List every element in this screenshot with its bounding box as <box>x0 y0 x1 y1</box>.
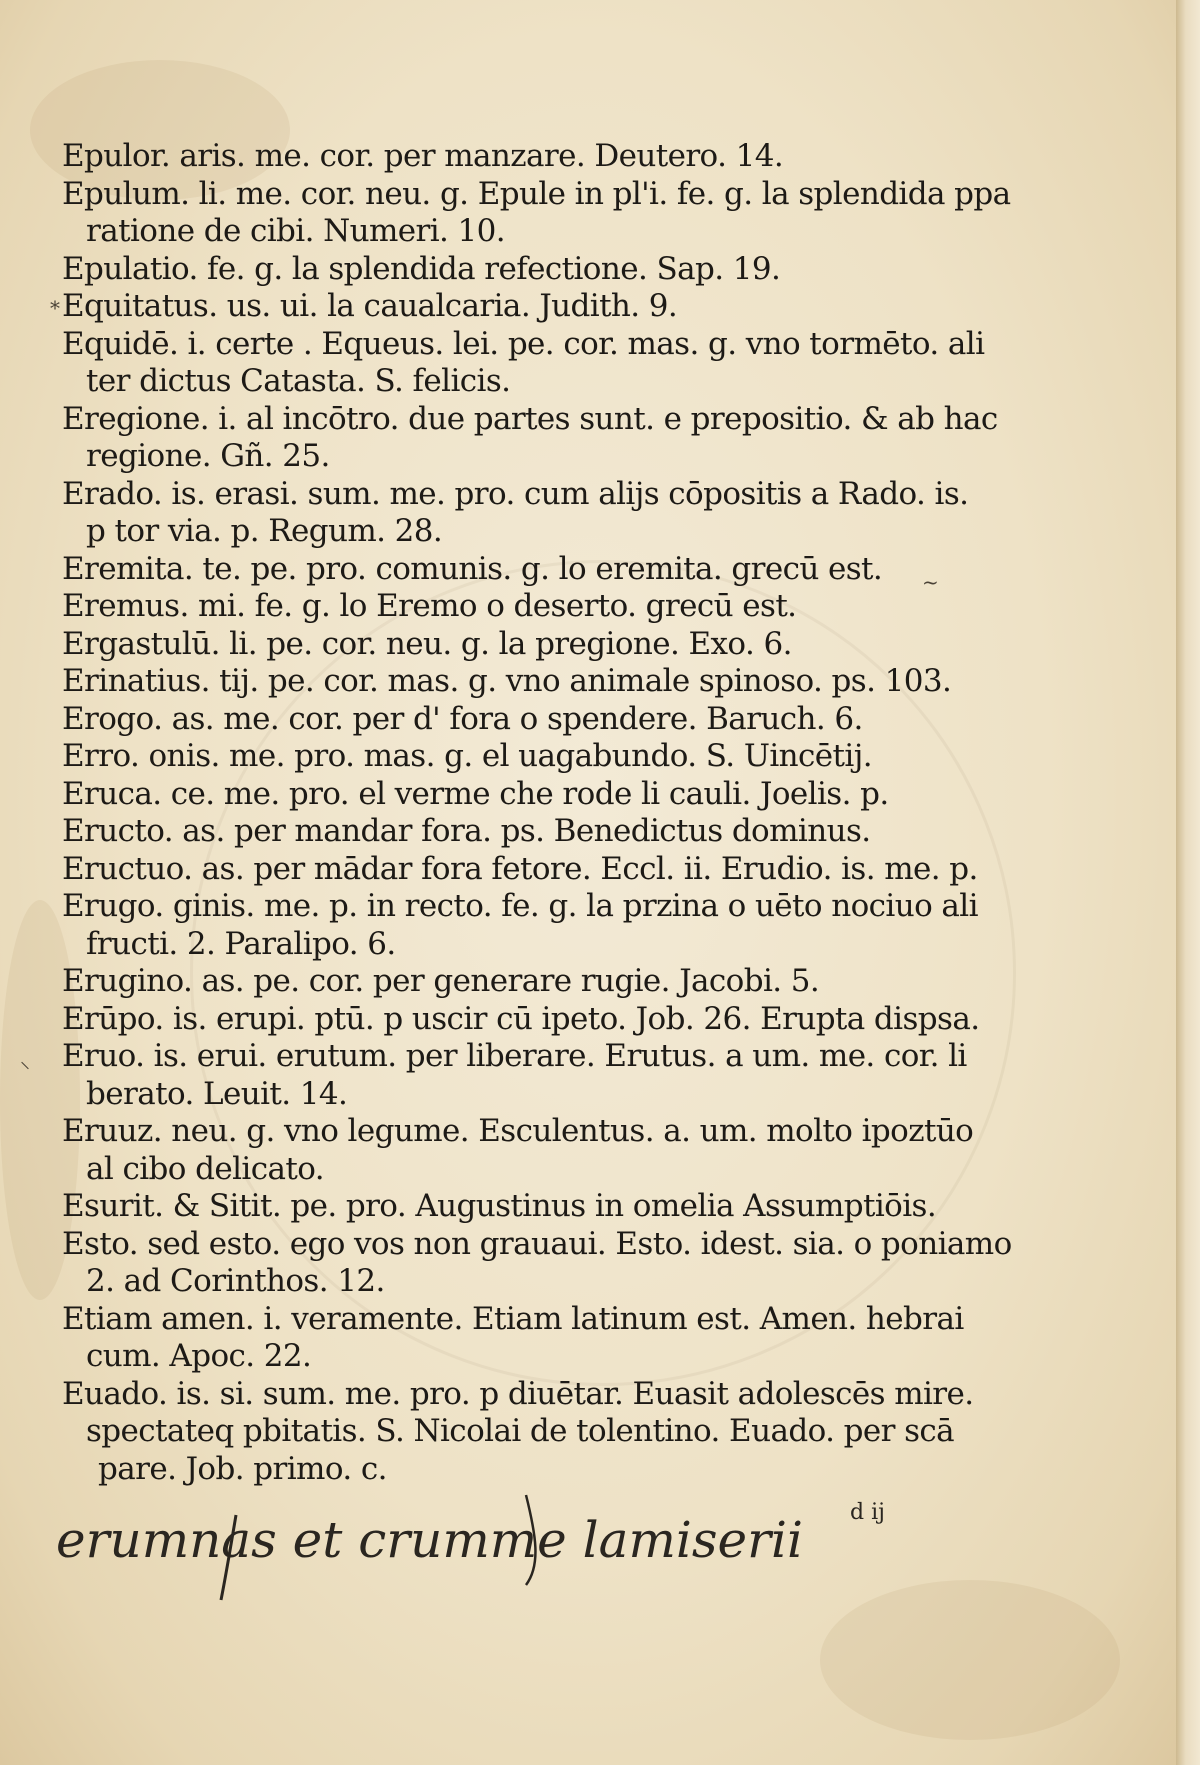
entry-headword-line: Eruca. ce. me. pro. el verme che rode li cauli. Joelis. p. <box>62 775 889 812</box>
margin-pointer-mark: ⸌ <box>20 1057 30 1081</box>
glossary-entry <box>62 850 978 889</box>
entry-headword-line: Erugo. ginis. me. p. in recto. fe. g. la przina o uēto nociuo ali <box>62 888 978 924</box>
glossary-entry <box>62 1225 1012 1301</box>
glossary-entry <box>62 551 962 589</box>
glossary-entry <box>62 138 962 176</box>
entry-headword-line: Erinatius. tij. pe. cor. mas. g. vno animale spinoso. ps. 103. <box>62 663 952 699</box>
glossary-entry <box>62 175 1011 251</box>
glossary-entry <box>62 888 978 963</box>
entry-headword-line: Erogo. as. me. cor. per d' fora o spendere. Baruch. 6. <box>62 700 863 737</box>
glossary-entry <box>62 963 962 1001</box>
entry-continuation-line: ratione de cibi. Numeri. 10. <box>86 213 506 249</box>
signature-text: erumnas et crumme lamiserii <box>56 1511 803 1569</box>
entry-headword-line: Etiam amen. i. veramente. Etiam latinum est. Amen. hebrai <box>62 1300 964 1337</box>
glossary-entry <box>62 588 962 626</box>
glossary-entry <box>62 1000 980 1039</box>
entry-headword-line: Euado. is. si. sum. me. pro. p diuētar. Euasit adolescēs mire. <box>62 1375 974 1412</box>
glossary-entry <box>62 738 962 776</box>
glossary-entry <box>62 701 962 739</box>
glossary-entry <box>62 776 962 814</box>
entry-continuation-line: fructi. 2. Paralipo. 6. <box>86 925 396 962</box>
entry-continuation-line: p tor via. p. Regum. 28. <box>86 513 443 549</box>
entry-headword-line: Eructuo. as. per mādar fora fetore. Eccl. ii. Erudio. is. me. p. <box>62 850 978 887</box>
entry-continuation-line: 2. ad Corinthos. 12. <box>86 1263 385 1299</box>
entry-headword-line: Eructo. as. per mandar fora. ps. Benedictus dominus. <box>62 813 871 849</box>
entry-headword-line: Eremus. mi. fe. g. lo Eremo o deserto. grecū est. <box>62 588 797 624</box>
glossary-entry <box>62 626 962 664</box>
glossary-entry <box>62 400 998 476</box>
glossary-entry <box>62 475 969 551</box>
entry-headword-line: Equitatus. us. ui. la caualcaria. Judith. 9. <box>62 288 678 324</box>
entry-headword-line: Eremita. te. pe. pro. comunis. g. lo eremita. grecū est. <box>62 550 883 587</box>
entry-headword-line: Epulatio. fe. g. la splendida refectione. Sap. 19. <box>62 250 781 287</box>
entry-headword-line: Eruuz. neu. g. vno legume. Esculentus. a. um. molto ipoztūo <box>62 1113 974 1149</box>
entry-continuation-line: pare. Job. primo. c. <box>98 1450 387 1487</box>
glossary-entry <box>62 1038 967 1113</box>
glossary-entry <box>62 1301 962 1376</box>
glossary-entry <box>62 325 985 401</box>
signature-mark: d ij <box>850 1500 885 1525</box>
entry-headword-line: Eruo. is. erui. erutum. per liberare. Erutus. a um. me. cor. li <box>62 1038 967 1074</box>
entry-continuation-line: ter dictus Catasta. S. felicis. <box>86 363 511 399</box>
entry-headword-line: Erūpo. is. erupi. ptū. p uscir cū ipeto. Job. 26. Erupta dispsa. <box>62 1000 980 1037</box>
glossary-entry <box>62 1375 974 1489</box>
entry-headword-line: Erado. is. erasi. sum. me. pro. cum alijs cōpositis a Rado. is. <box>62 475 969 512</box>
entry-continuation-line: cum. Apoc. 22. <box>86 1338 312 1374</box>
entry-headword-line: Erro. onis. me. pro. mas. g. el uagabundo. S. Uincētij. <box>62 738 872 774</box>
entry-headword-line: Eregione. i. al incōtro. due partes sunt. e prepositio. & ab hac <box>62 400 998 437</box>
glossary-entry <box>62 288 962 326</box>
entry-headword-line: Ergastulū. li. pe. cor. neu. g. la pregione. Exo. 6. <box>62 625 792 662</box>
entry-headword-line: Esto. sed esto. ego vos non grauaui. Esto. idest. sia. o poniamo <box>62 1225 1012 1262</box>
margin-annotation-mark: * <box>50 296 60 320</box>
entry-continuation-line: al cibo delicato. <box>86 1150 324 1187</box>
entry-continuation-line: regione. Gñ. 25. <box>86 438 330 474</box>
entry-continuation-line: berato. Leuit. 14. <box>86 1075 348 1112</box>
entry-headword-line: Epulor. aris. me. cor. per manzare. Deutero. 14. <box>62 138 784 174</box>
glossary-entry <box>62 1188 962 1226</box>
paper-stain <box>820 1580 1120 1740</box>
page-gutter <box>1176 0 1200 1765</box>
entry-headword-line: Epulum. li. me. cor. neu. g. Epule in pl'i. fe. g. la splendida ppa <box>62 175 1011 212</box>
margin-annotation-mark: ~ <box>922 570 939 594</box>
entry-headword-line: Esurit. & Sitit. pe. pro. Augustinus in omelia Assumptiōis. <box>62 1188 937 1224</box>
glossary-entry <box>62 663 962 701</box>
glossary-column <box>62 138 1012 1488</box>
glossary-entry <box>62 251 962 289</box>
glossary-entry <box>62 813 962 851</box>
handwritten-signature <box>56 1475 856 1605</box>
glossary-entry <box>62 1113 974 1188</box>
entry-continuation-line: spectateq pbitatis. S. Nicolai de tolentino. Euado. per scā <box>86 1413 955 1449</box>
entry-headword-line: Equidē. i. certe . Equeus. lei. pe. cor. mas. g. vno tormēto. ali <box>62 325 985 362</box>
entry-headword-line: Erugino. as. pe. cor. per generare rugie. Jacobi. 5. <box>62 963 820 999</box>
